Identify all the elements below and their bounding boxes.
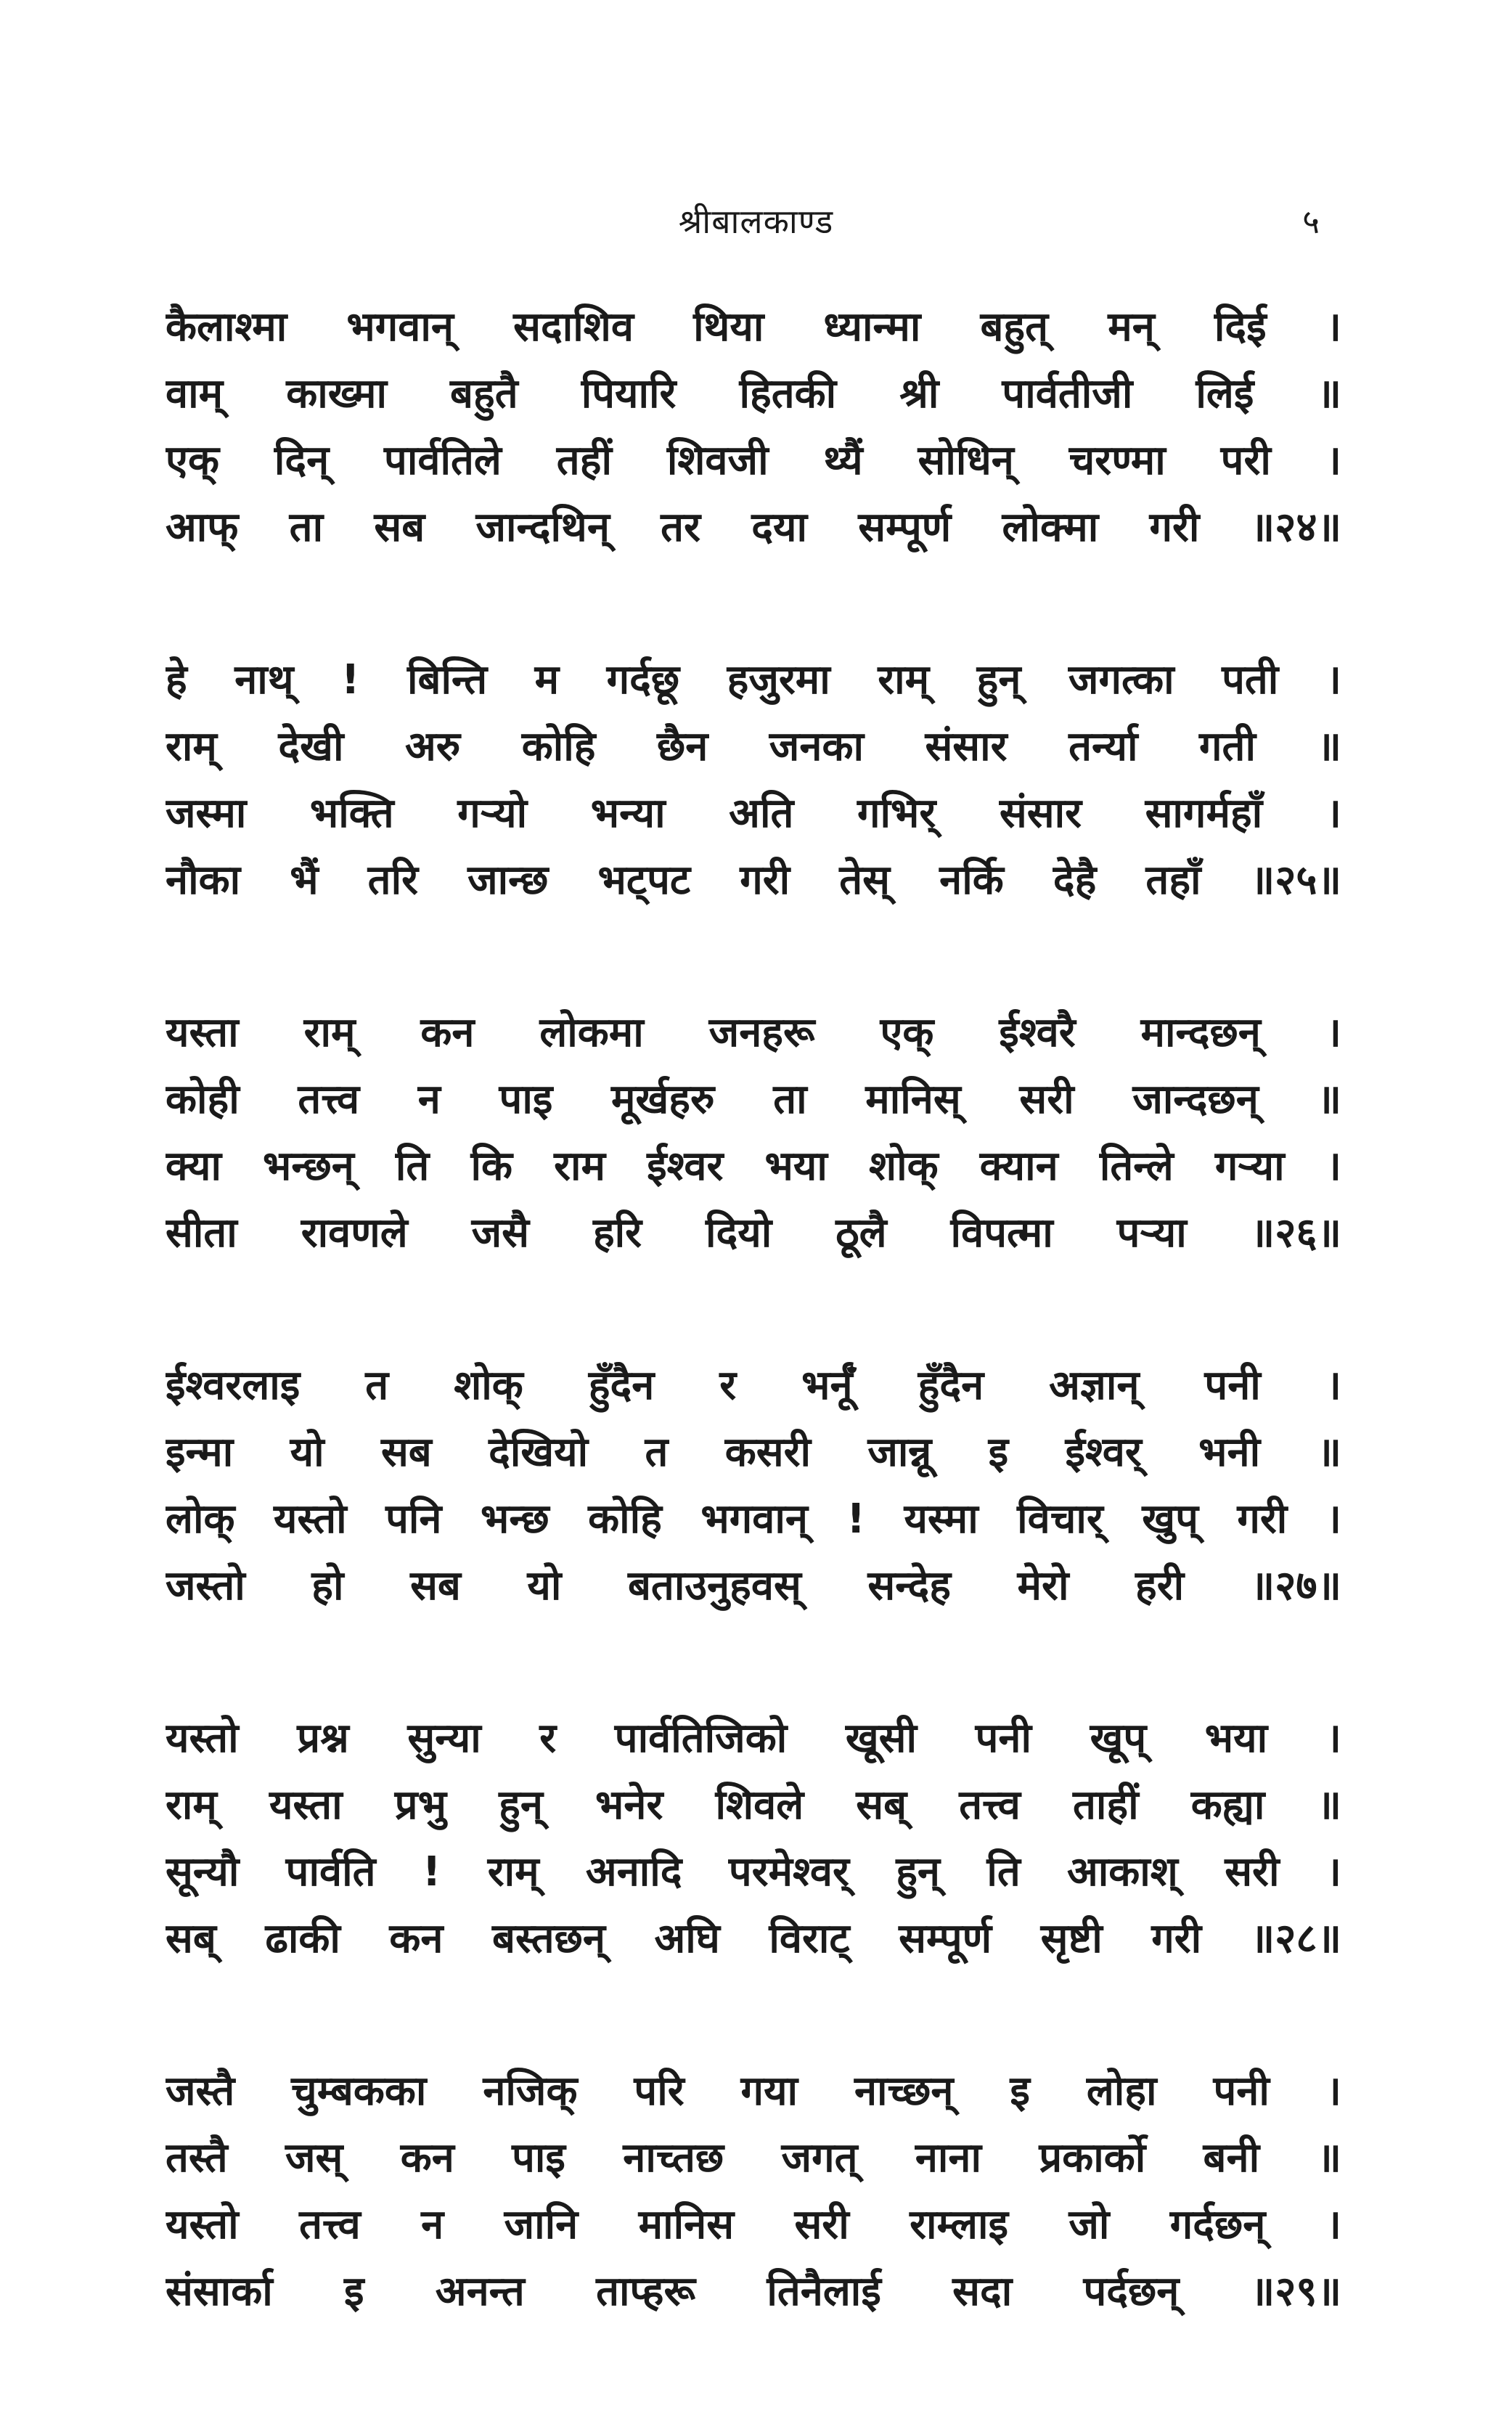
verse-line [165,2259,1341,2325]
verse-line [165,1000,1341,1066]
verse-line-text: जस्तै चुम्बकका नजिक् परि गया नाच्छन् इ लोहा पनी । [165,2068,1341,2115]
verse-line-text: यस्ता राम् कन लोकमा जनहरू एक् ईश्वरै मान्दछन् । [165,1009,1341,1056]
verse-line-text: हे नाथ् ! बिन्ति म गर्दछू हजुरमा राम् हुन् जगत्का पती । [165,656,1341,703]
verse-line-text: लोक् यस्तो पनि भन्छ कोहि भगवान् ! यस्मा विचार् खुप् गरी । [165,1496,1341,1543]
verse-line [165,1772,1341,1839]
stanza-25 [165,647,1341,914]
verse-line-text: तस्तै जस् कन पाइ नाच्तछ जगत् नाना प्रकार्को बनी ॥ [165,2134,1341,2182]
verse-line [165,2058,1341,2125]
verse-line [165,1133,1341,1200]
verse-line [165,361,1341,428]
verse-line-text: आफ् ता सब जान्दथिन् तर दया सम्पूर्ण लोक्मा गरी ॥२४॥ [165,504,1341,551]
verse-line-text: नौका भैं तरि जान्छ भट्पट गरी तेस् नर्कि देहै तहाँ ॥२५॥ [165,857,1341,904]
verse-line [165,1353,1341,1419]
stanza-26 [165,1000,1341,1267]
verse-line-text: इन्मा यो सब देखियो त कसरी जान्नू इ ईश्वर् भनी ॥ [165,1429,1341,1476]
verse-line [165,428,1341,494]
running-header [0,196,1512,247]
stanza-29 [165,2058,1341,2325]
stanza-27 [165,1353,1341,1620]
verse-line-text: सीता रावणले जसै हरि दियो ठूलै विपत्मा पर्‍या ॥२६॥ [165,1209,1341,1257]
verse-line [165,2125,1341,2192]
verse-line [165,1906,1341,1973]
verse-line [165,1200,1341,1267]
verse-line [165,1839,1341,1906]
page-number: ५ [1302,202,1320,241]
verse-line [165,1066,1341,1133]
verse-line-text: एक् दिन् पार्वतिले तहीं शिवजी थ्यैं सोधिन् चरण्मा परी । [165,437,1341,484]
stanza-28 [165,1705,1341,1973]
verse-line [165,294,1341,361]
verse-line-text: कैलाश्मा भगवान् सदाशिव थिया ध्यान्मा बहुत् मन् दिई । [165,303,1341,351]
stanza-24 [165,294,1341,561]
chapter-title: श्रीबालकाण्ड [678,202,834,241]
verse-line-text: जस्तो हो सब यो बताउनुहवस् सन्देह मेरो हरी ॥२७॥ [165,1562,1341,1610]
verse-line-text: सब् ढाकी कन बस्तछन् अघि विराट् सम्पूर्ण सृष्टी गरी ॥२८॥ [165,1915,1341,1962]
verse-line-text: कोही तत्त्व न पाइ मूर्खहरु ता मानिस् सरी जान्दछन् ॥ [165,1076,1341,1123]
verse-line-text: जस्मा भक्ति गर्‍यो भन्या अति गभिर् संसार सागर्महाँ । [165,790,1341,837]
verse-line-text: वाम् काख्मा बहुतै पियारि हितकी श्री पार्वतीजी लिई ॥ [165,370,1341,417]
verse-line [165,1705,1341,1772]
verse-line [165,2192,1341,2259]
verse-line-text: क्या भन्छन् ति कि राम ईश्वर भया शोक् क्यान तिन्ले गर्‍या । [165,1143,1341,1190]
verse-line-text: यस्तो प्रश्न सुन्या र पार्वतिजिको खूसी पनी खूप् भया । [165,1715,1341,1762]
verse-line [165,714,1341,780]
verse-line [165,647,1341,714]
verse-block [165,294,1341,2411]
verse-line-text: यस्तो तत्त्व न जानि मानिस सरी राम्लाइ जो गर्दछन् । [165,2201,1341,2248]
verse-line [165,1553,1341,1620]
verse-line-text: राम् यस्ता प्रभु हुन् भनेर शिवले सब् तत्त्व ताहीं कह्या ॥ [165,1782,1341,1829]
verse-line-text: राम् देखी अरु कोहि छैन जनका संसार तर्न्या गती ॥ [165,723,1341,770]
verse-line-text: ईश्वरलाइ त शोक् हुँदैन र भर्नूँ हुँदैन अज्ञान् पनी । [165,1362,1341,1409]
verse-line [165,847,1341,914]
verse-line [165,1419,1341,1486]
verse-line-text: सून्यौ पार्वति ! राम् अनादि परमेश्वर् हुन् ति आकाश् सरी । [165,1848,1341,1896]
verse-line-text: संसार्का इ अनन्त ताप्हरू तिनैलाई सदा पर्दछन् ॥२९॥ [165,2268,1341,2315]
verse-line [165,494,1341,561]
verse-line [165,1486,1341,1553]
verse-line [165,780,1341,847]
